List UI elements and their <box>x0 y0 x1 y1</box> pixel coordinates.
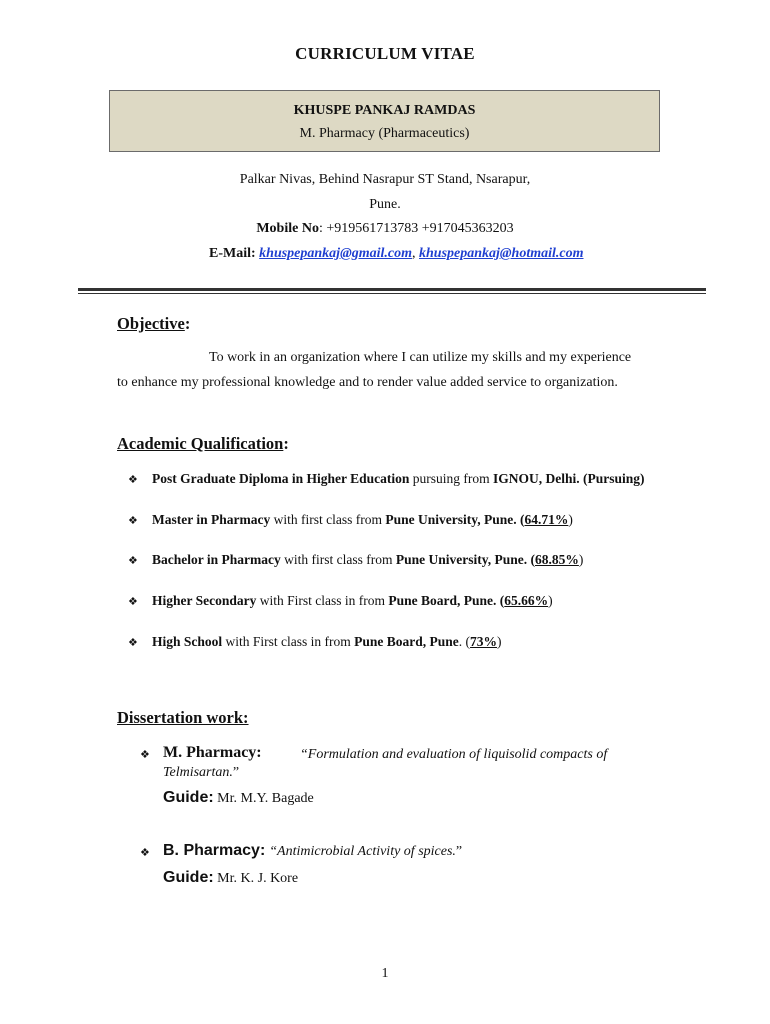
bpharm-guide <box>163 869 298 887</box>
mpharm-guide <box>163 789 314 807</box>
qualification-close: ) <box>578 552 584 567</box>
objective-line-2: to enhance my professional knowledge and to render value added service to organization. <box>117 375 618 390</box>
qualification-punct: . ( <box>523 552 535 567</box>
qualification-punct: . ( <box>513 512 525 527</box>
candidate-name: KHUSPE PANKAJ RAMDAS <box>293 103 476 118</box>
mobile-line <box>0 221 770 237</box>
qualification-institute: Pune Board, Pune <box>354 634 459 649</box>
email-link-gmail[interactable]: khuspepankaj@gmail.com <box>259 246 412 261</box>
qualification-institute: Pune Board, Pune. ( <box>388 593 505 608</box>
qualification-text: with First class in from <box>256 593 389 608</box>
dissertation-heading <box>117 708 249 728</box>
qualification-percentage: 73% <box>470 634 498 649</box>
bullet-icon: ❖ <box>140 847 150 859</box>
qualification-course: Bachelor in Pharmacy <box>152 552 281 567</box>
academic-heading-colon: : <box>283 434 289 453</box>
bpharm-guide-name: Mr. K. J. Kore <box>213 871 299 886</box>
qualification-course: Post Graduate Diploma in Higher Education <box>152 471 410 486</box>
list-item <box>128 471 645 487</box>
academic-heading <box>117 434 289 454</box>
name-box <box>109 90 660 152</box>
guide-label: Guide: <box>163 869 214 886</box>
mpharm-label: M. Pharmacy: <box>163 744 262 761</box>
dissertation-bpharm <box>140 842 462 860</box>
mpharm-title-line1: “Formulation and evaluation of liquisolid compacts of <box>300 747 608 762</box>
list-item <box>128 593 553 609</box>
qualification-percentage: 64.71% <box>524 512 569 527</box>
guide-label: Guide: <box>163 789 214 806</box>
bullet-icon: ❖ <box>128 555 138 567</box>
list-item <box>128 552 583 568</box>
qualification-course: Master in Pharmacy <box>152 512 271 527</box>
objective-line-1: To work in an organization where I can utilize my skills and my experience <box>209 350 632 365</box>
address-line-2: Pune. <box>369 197 401 212</box>
mpharm-title-line2-wrap <box>163 765 239 781</box>
bpharm-title: “Antimicrobial Activity of spices. <box>269 844 456 859</box>
qualification-text: with First class in from <box>222 634 355 649</box>
address-line-1: Palkar Nivas, Behind Nasrapur ST Stand, Nsarapur, <box>239 172 531 187</box>
bullet-icon: ❖ <box>128 515 138 527</box>
mobile-label: Mobile No <box>256 221 319 236</box>
divider-thin <box>78 293 706 294</box>
email-link-hotmail[interactable]: khuspepankaj@hotmail.com <box>419 246 584 261</box>
qualification-percentage: 68.85% <box>535 552 579 567</box>
mobile-numbers: : +919561713783 +917045363203 <box>318 221 514 236</box>
qualification-text: pursuing from <box>409 471 494 486</box>
qualification-close: ) <box>568 512 573 527</box>
qualification-course: High School <box>152 634 223 649</box>
objective-heading-colon: : <box>184 314 191 333</box>
academic-heading-text: Academic Qualification <box>117 434 284 453</box>
mpharm-title-line2: Telmisartan. <box>163 765 233 780</box>
qualification-punct: . ( <box>458 634 471 649</box>
objective-heading-text: Objective <box>117 314 185 333</box>
bullet-icon: ❖ <box>128 637 138 649</box>
qualification-text: with first class from <box>270 512 386 527</box>
qualification-close: ) <box>548 593 553 608</box>
mpharm-title-close: ” <box>232 765 240 780</box>
qualification-institute: Pune University, Pune <box>385 512 514 527</box>
email-line <box>209 246 584 262</box>
divider-thick <box>78 288 706 291</box>
qualification-institute: Pune University, Pune <box>395 552 524 567</box>
dissertation-heading-text: Dissertation work: <box>117 708 249 727</box>
list-item <box>128 634 502 650</box>
email-label: E-Mail: <box>209 246 256 261</box>
objective-heading <box>117 314 190 334</box>
bpharm-title-close: ” <box>455 844 463 859</box>
candidate-degree: M. Pharmacy (Pharmaceutics) <box>299 126 470 141</box>
mpharm-guide-name: Mr. M.Y. Bagade <box>213 791 314 806</box>
document-title: CURRICULUM VITAE <box>295 44 475 63</box>
qualification-percentage: 65.66% <box>504 593 549 608</box>
bullet-icon: ❖ <box>128 474 138 486</box>
qualification-course: Higher Secondary <box>152 593 257 608</box>
bullet-icon: ❖ <box>128 596 138 608</box>
page-number: 1 <box>381 966 389 981</box>
qualification-text: with first class from <box>280 552 396 567</box>
email-separator: , <box>412 246 416 261</box>
qualification-close: ) <box>497 634 502 649</box>
bullet-icon: ❖ <box>140 749 150 761</box>
qualification-institute: IGNOU, Delhi. (Pursuing) <box>493 471 645 486</box>
bpharm-label: B. Pharmacy: <box>163 842 266 859</box>
list-item <box>128 512 573 528</box>
